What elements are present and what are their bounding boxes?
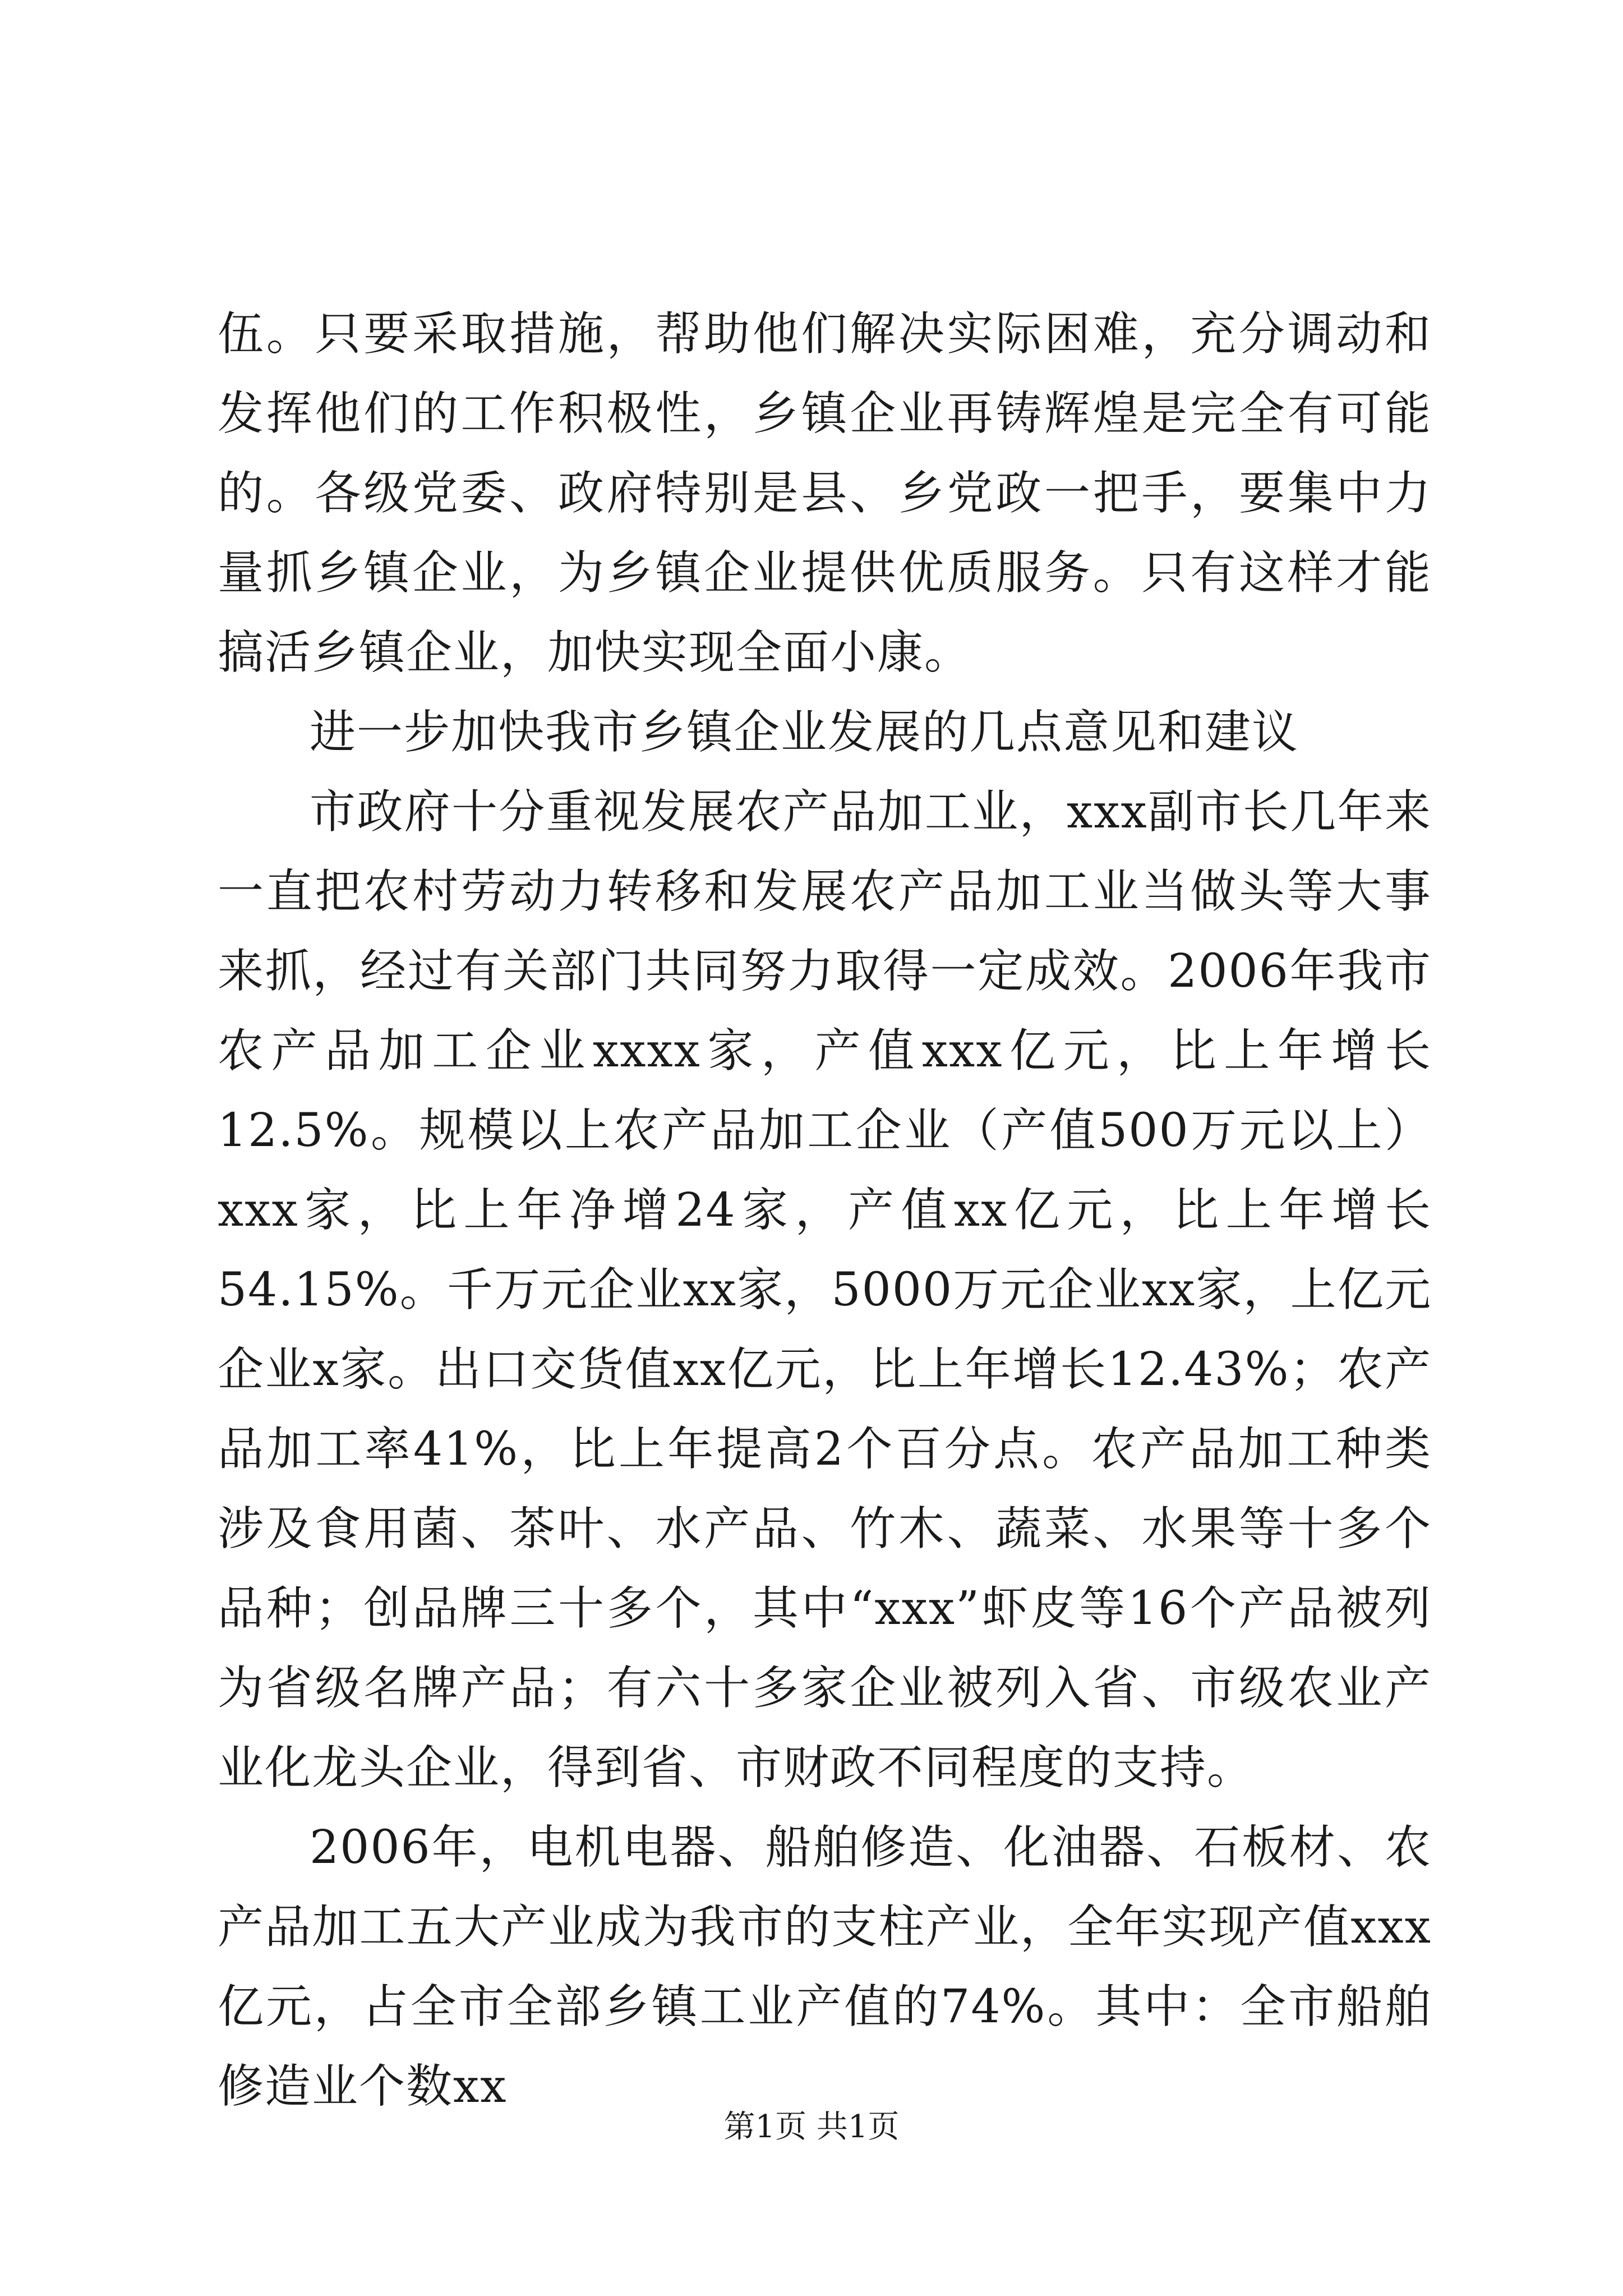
paragraph-continuation: 伍。只要采取措施，帮助他们解决实际困难，充分调动和发挥他们的工作积极性，乡镇企业再铸辉煌是完全有可能的。各级党委、政府特别是县、乡党政一把手，要集中力量抓乡镇企业，为乡镇企业提供优质服务。只有这样才能搞活乡镇企业，加快实现全面小康。 <box>218 307 1432 679</box>
paragraph: 市政府十分重视发展农产品加工业，xxx副市长几年来一直把农村劳动力转移和发展农产品加工业当做头等大事来抓，经过有关部门共同努力取得一定成效。2006年我市农产品加工企业xxxx家，产值xxx亿元，比上年增长12.5%。规模以上农产品加工企业（产值500万元以上）xxx家，比上年净增24家，产值xx亿元，比上年增长54.15%。千万元企业xx家，5000万元企业xx家，上亿元企业x家。出口交货值xx亿元，比上年增长12.43%；农产品加工率41%，比上年提高2个百分点。农产品加工种类涉及食用菌、茶叶、水产品、竹木、蔬菜、水果等十多个品种；创品牌三十多个，其中“xxx”虾皮等16个产品被列为省级名牌产品；有六十多家企业被列入省、市级农业产业化龙头企业，得到省、市财政不同程度的支持。 <box>218 785 1432 1795</box>
document-body <box>218 295 1432 2127</box>
section-heading: 进一步加快我市乡镇企业发展的几点意见和建议 <box>310 706 1299 759</box>
page-footer: 第1页 共1页 <box>723 2109 900 2145</box>
paragraph: 2006年，电机电器、船舶修造、化油器、石板材、农产品加工五大产业成为我市的支柱产业，全年实现产值xxx亿元，占全市全部乡镇工业产值的74%。其中：全市船舶修造业个数xx <box>218 1821 1432 2113</box>
